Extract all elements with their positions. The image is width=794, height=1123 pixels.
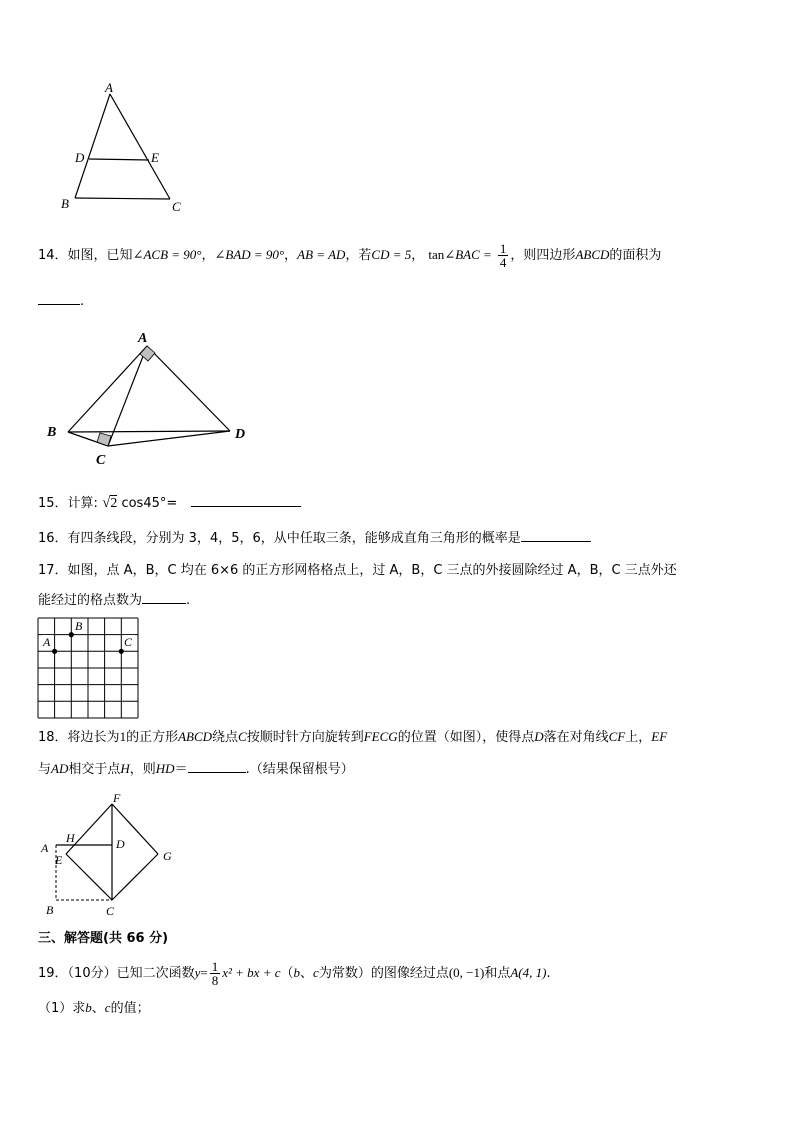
question-number: 18． <box>38 730 68 745</box>
text: 的位置（如图），使得点 <box>397 730 535 745</box>
label-a: A <box>43 635 51 649</box>
question-number: 16． <box>38 531 68 546</box>
question-18-line1 <box>38 727 667 748</box>
label-c: C <box>106 904 115 918</box>
label-f: F <box>113 791 121 805</box>
math: b <box>85 1000 92 1015</box>
text: 为常数）的图像经过点 <box>318 966 449 981</box>
text: ，则四边形 <box>510 248 576 263</box>
math: ∠BAD = 90° <box>214 247 285 262</box>
text: ，若 <box>345 248 372 263</box>
label-a: A <box>105 80 113 95</box>
text: ，则 <box>129 762 156 777</box>
question-number: 15． <box>38 496 68 511</box>
text: 将边长为 <box>67 730 120 745</box>
math: ∠BAC = <box>444 247 492 262</box>
radicand: 2 <box>110 496 118 511</box>
label-d: D <box>75 150 85 165</box>
math: H <box>120 761 130 776</box>
math: = <box>200 965 208 980</box>
math: HD <box>155 761 175 776</box>
text: 按顺时针方向旋转到 <box>246 730 364 745</box>
label-a: A <box>41 841 49 855</box>
answer-line-14 <box>38 292 84 312</box>
text: ， <box>284 248 298 263</box>
denominator: 4 <box>499 255 507 270</box>
math: CD = 5 <box>371 247 412 262</box>
label-b: B <box>75 619 83 633</box>
question-number: 14． <box>38 248 68 263</box>
text: 已知二次函数 <box>116 966 195 981</box>
text: 计算: <box>67 496 98 511</box>
text: ， <box>411 248 425 263</box>
math: (0, −1) <box>448 965 485 980</box>
label-c: C <box>96 453 106 468</box>
text: 和点 <box>484 966 511 981</box>
figure-triangle-de <box>55 78 195 218</box>
text: 、 <box>91 1001 105 1016</box>
label-d: D <box>235 427 246 442</box>
figure-grid-6x6 <box>37 617 141 721</box>
text: 有四条线段，分别为 3，4，5，6，从中任取三条，能够成直角三角形的概率是 <box>67 531 521 546</box>
question-19-part1 <box>38 998 150 1019</box>
question-number: 17． <box>38 563 68 578</box>
score: （10分） <box>67 966 117 981</box>
text: 如图，已知 <box>67 248 133 263</box>
text: （ <box>280 966 294 981</box>
answer-blank[interactable] <box>188 760 246 773</box>
text: 能经过的格点数为 <box>38 593 143 608</box>
math: AB = AD <box>297 247 346 262</box>
answer-blank[interactable] <box>142 591 186 604</box>
math: tan <box>428 247 445 262</box>
question-17-line2 <box>38 591 190 611</box>
math: b <box>293 965 301 980</box>
question-18-line2 <box>38 759 354 780</box>
math: 1 <box>119 729 127 744</box>
text: 与 <box>38 762 52 777</box>
question-number: 19． <box>38 966 68 981</box>
answer-blank[interactable] <box>521 529 591 542</box>
text: 如图，点 A，B，C 均在 6×6 的正方形网格格点上，过 A，B，C 三点的外接圆除经过 A，B，C 三点外还 <box>67 563 677 578</box>
text: 绕点 <box>212 730 239 745</box>
text: 的面积为 <box>609 248 662 263</box>
denominator: 8 <box>211 973 219 988</box>
fraction <box>498 242 509 269</box>
math: C <box>238 729 247 744</box>
math: y <box>194 965 201 980</box>
label-c: C <box>124 635 133 649</box>
math: ABCD <box>575 247 610 262</box>
math: ∠ACB = 90° <box>132 247 202 262</box>
question-14 <box>38 242 661 269</box>
numerator: 1 <box>499 241 507 256</box>
text: . <box>80 294 85 309</box>
math: EF <box>651 729 668 744</box>
text: ＝ <box>174 762 188 777</box>
text: 的正方形 <box>126 730 179 745</box>
text: （1）求 <box>38 1001 86 1016</box>
math: AD <box>51 761 69 776</box>
answer-blank[interactable] <box>191 494 301 507</box>
math: A(4, 1) <box>510 965 547 980</box>
fraction <box>210 960 221 987</box>
label-g: G <box>163 849 172 863</box>
text: 相交于点 <box>68 762 121 777</box>
text: . <box>186 593 191 608</box>
label-d: D <box>116 837 125 851</box>
numerator: 1 <box>211 959 219 974</box>
section-title: 三、解答题(共 66 分) <box>38 931 169 946</box>
math: x² + bx + c <box>222 965 281 980</box>
math: FECG <box>363 729 398 744</box>
text: ， <box>201 248 215 263</box>
label-e: E <box>151 150 159 165</box>
label-e: E <box>55 853 63 867</box>
question-16 <box>38 529 591 549</box>
math: CF <box>608 729 626 744</box>
math: c <box>104 1000 111 1015</box>
label-h: H <box>66 831 75 845</box>
text: 的值； <box>110 1001 150 1016</box>
question-19 <box>38 960 551 987</box>
text: . <box>546 966 551 981</box>
question-17-line1 <box>38 561 677 581</box>
text: .（结果保留根号） <box>245 762 354 777</box>
text: 落在对角线 <box>543 730 609 745</box>
label-b: B <box>61 196 69 211</box>
text: 、 <box>300 966 314 981</box>
math: ABCD <box>178 729 213 744</box>
radical-sign: √ <box>102 495 111 511</box>
question-15 <box>38 493 301 514</box>
label-a: A <box>138 331 148 346</box>
text: 上， <box>625 730 652 745</box>
label-c: C <box>172 199 181 214</box>
answer-blank[interactable] <box>38 292 80 305</box>
figure-rotated-square <box>35 790 185 920</box>
text: cos45°= <box>121 496 178 511</box>
label-b: B <box>47 425 57 440</box>
math: c <box>313 965 319 980</box>
figure-quadrilateral-abcd <box>40 328 260 473</box>
label-b: B <box>46 903 54 917</box>
math: D <box>534 729 544 744</box>
